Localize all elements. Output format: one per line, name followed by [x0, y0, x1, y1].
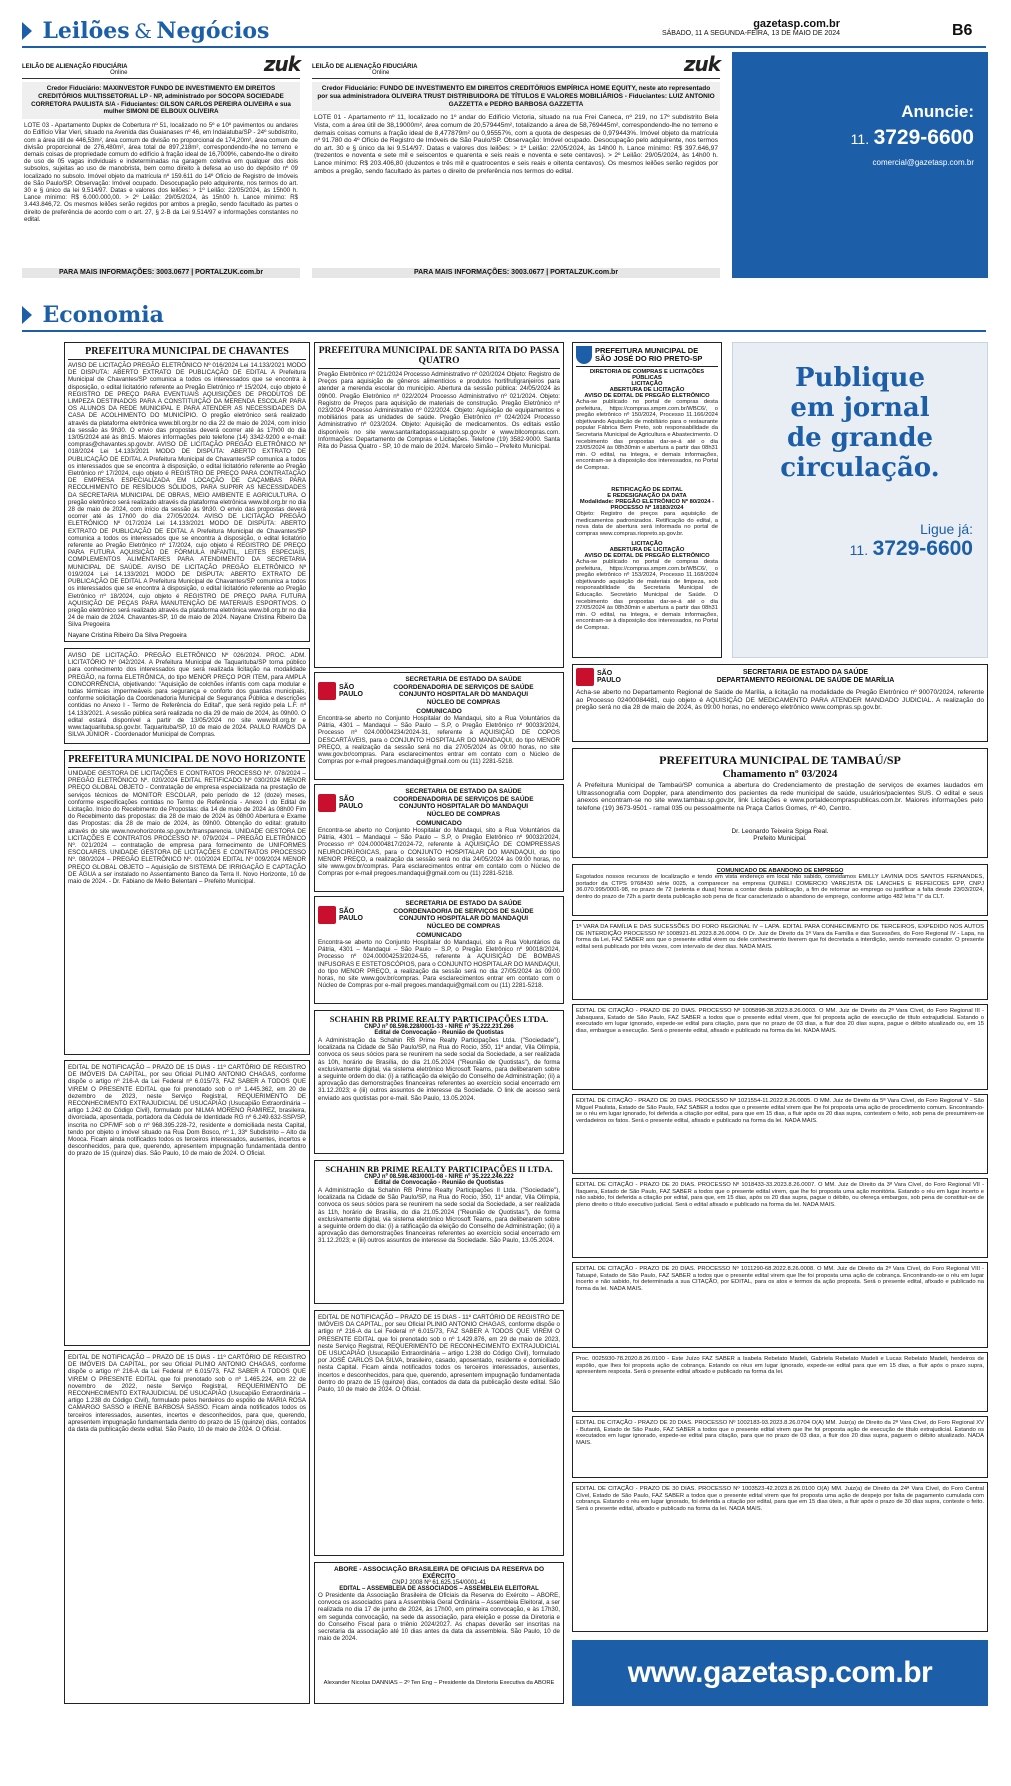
edition-date: SÁBADO, 11 A SEGUNDA-FEIRA, 13 DE MAIO DE 2024: [661, 30, 840, 37]
notice-abore: [314, 1562, 564, 1704]
notice-heading: AVISO DE EDITAL DE PREGÃO ELETRÔNICO: [584, 393, 710, 399]
notice-marilia: [572, 664, 988, 742]
notice-signer-role: Prefeito Municipal.: [753, 835, 807, 842]
notice-subtitle-2: EDITAL – ASSEMBLEIA DE ASSOCIADOS – ASSEMBLEIA ELEITORAL: [339, 1586, 539, 1592]
notice-title: SCHAHIN RB PRIME REALTY PARTICIPAÇÕES II LTDA.: [325, 1164, 553, 1174]
org-line: NÚCLEO DE COMPRAS: [426, 922, 501, 930]
ad-ddd: 11.: [850, 131, 870, 147]
notice-small-9: [572, 1482, 988, 1632]
notice-small-8: [572, 1416, 988, 1478]
org-line: SECRETARIA DE ESTADO DA SAÚDE: [742, 669, 869, 676]
org-line: SECRETARIA DE ESTADO DA SAÚDE: [405, 676, 522, 683]
notice-mandaqui-1: [314, 672, 564, 780]
ad-phone: 3729-6600: [872, 537, 973, 560]
notice-title: PREFEITURA MUNICIPAL DE NOVO HORIZONTE: [68, 754, 306, 768]
section-title: Economia: [42, 302, 164, 328]
notice-body: AVISO DE LICITAÇÃO PREGÃO ELETRÔNICO Nº 016/2024 Lei 14.133/2021 MODO DE DISPUTA: ABERTO EXTRATO DE PUBLICAÇÃO DE EDITAL A Prefeitura Municipal de Chavantes/SP comunica a todos os interessados que se encontra à disposição, o edital licitatório referente ao Pregão Eletrônico nº 15/2024, cujo objeto é REGISTRO DE PREÇO PARA EVENTUAIS AQUISIÇÕES DE PRODUTOS DE LIMPEZA DESTINADOS PARA A CONSTITUIÇÃO DA MERENDA ESCOLAR PARA OS ALUNOS DA REDE MUNICIPAL E PARA ATENDER AS NECESSIDADES DA CASA DE ACOLHIMENTO DO MUNICÍPIO. O pregão eletrônico será realizado através da plataforma eletrônica www.bll.org.br no dia 22 de maio de 2024, com início da sessão às 9h30. O envio das propostas deverá ocorrer até às 17h00 do dia 13/05/2024 até às 8h15. Maiores informações pelo telefone (14) 3342-9200 e e-mail: compras@chavantes.sp.gov.br. AVISO DE LICITAÇÃO PREGÃO ELETRÔNICO Nº 018/2024 Lei 14.133/2021 MODO DE DISPUTA: ABERTO EXTRATO DE PUBLICAÇÃO DE EDITAL A Prefeitura Municipal de Chavantes/SP comunica a todos os interessados que se encontra à disposição, o edital licitatório referente ao Pregão Eletrônico nº 17/2024, cujo objeto é REGISTRO DE PREÇO PARA CONTRATAÇÃO DE EMPRESA ESPECIALIZADA EM LOCAÇÃO DE CAÇAMBAS PARA RECOLHIMENTO DE RESÍDUOS SÓLIDOS, PARA SUPRIR AS NECESSIDADES DA SECRETARIA MUNICIPAL DE OBRAS, MEIO AMBIENTE E AGRICULTURA. O pregão eletrônico será realizado através da plataforma eletrônica www.bll.org.br no dia 28 de maio de 2024, com início da sessão às 9h30. O envio das propostas deverá ocorrer até às 17h00 do dia 27/05/2024. AVISO DE LICITAÇÃO PREGÃO ELETRÔNICO Nº 017/2024 Lei 14.133/2021 MODO DE DISPUTA: ABERTO EXTRATO DE PUBLICAÇÃO DE EDITAL A Prefeitura Municipal de Chavantes/SP comunica a todos os interessados que se encontra à disposição, o edital licitatório referente ao Pregão Eletrônico nº 17/2024, cujo objeto é REGISTRO DE PREÇO PARA FUTURA AQUISIÇÃO DE FÓRMULA INFANTIL, LEITES ESPECIAIS, COMPLEMENTOS ALIMENTARES PARA ATENDIMENTO DA SECRETARIA MUNICIPAL DE SAÚDE. AVISO DE LICITAÇÃO PREGÃO ELETRÔNICO Nº 019/2024 Lei 14.133/2021 MODO DE DISPUTA: ABERTO EXTRATO DE PUBLICAÇÃO DE EDITAL A Prefeitura Municipal de Chavantes/SP comunica a todos os interessados que se encontra à disposição, o edital licitatório referente ao Pregão Eletrônico nº 18/2024, cujo objeto é REGISTRO DE PREÇO PARA FUTURA AQUISIÇÃO DE PEÇAS PARA MANUTENÇÃO DE MATERIAIS ESPORTIVOS. O pregão eletrônico será realizado através da plataforma eletrônica www.bll.org.br no dia 24 de maio de 2024. Chavantes-SP, 10 de maio de 2024. Nayane Cristina Ribeiro Da Silva Pregoeira: [68, 362, 306, 629]
notice-signer: Dr. Leonardo Teixeira Spiga Real.: [731, 828, 829, 835]
notice-body: Acha-se publicado no portal de compras desta prefeitura, https://compras.smpm.com.br/WBC6/, o pregão eletrônico nº 153/2024, Processo 11.168/2024 objetivando aquisição de materiais de limpeza, sob responsabilidade da Secretaria Municipal de Educação. Secretário Municipal de Saúde. O recebimento das propostas dar-se-á até o dia 27/05/2024 às 08h30min e abertura a partir das 08h31 min. O edital, na íntegra, e demais informações, encontram-se à disposição dos interessados, no Portal de Compras.: [576, 559, 718, 631]
notice-title: COMUNICADO DE ABANDONO DE EMPREGO: [716, 868, 844, 874]
economia-rule: [22, 330, 986, 332]
notice-small-1: [572, 864, 988, 916]
notice-body: Proc. 0025930-78.2020.8.26.0100 - Este Juízo FAZ SABER a Isabela Rebelato Madeli, Gabriela Rebelato Madeli e Lucas Rebelato Madeli, herdeiros de espólio, que lhes foi proposta ação de cobrança. Estando os réus em lugar ignorado, expede-se edital para que em 15 dias, a fluir após o prazo supra, apresentem resposta. Será o presente edital afixado e publicado na forma da lei.: [576, 1356, 984, 1376]
org-line: NÚCLEO DE COMPRAS: [426, 698, 501, 706]
sp-flag-icon: [576, 668, 594, 686]
auction-left: [22, 52, 300, 278]
page-number: B6: [952, 22, 973, 39]
notice-title: PREFEITURA MUNICIPAL DE CHAVANTES: [68, 346, 306, 360]
auction-right: [312, 52, 720, 278]
notice-subtitle-2: Edital de Convocação - Reunião de Quotistas: [374, 1030, 504, 1036]
org-line: COORDENADORIA DE SERVIÇOS DE SAÚDE: [393, 795, 534, 803]
notice-heading: ABERTURA DE LICITAÇÃO: [609, 547, 685, 553]
notice-body: Acha-se publicado no portal de compras desta prefeitura, https://compras.smpm.com.br/WBC6/, o pregão eletrônico nº 150/2024, Processo 11.166/2024 objetivando Aquisição de mobiliário para o restaurante popular Fábrica Bem Preto, sob responsabilidade da Secretaria Municipal de Agricultura e Abastecimento. O recebimento das propostas dar-se-á até o dia 23/05/2024 às 08h30min e abertura a partir das 08h31 min. O edital, na íntegra, e demais informações, encontram-se à disposição dos interessados, no Portal de Compras.: [576, 399, 718, 471]
auction-body: LOTE 03 - Apartamento Duplex de Cobertura nº 51, localizado no 5º e 10º pavimentos ou andares do Edifício Vilar Vieri, situado na Avenida das Guaianases nº 46, em Indaiatuba/SP - 24º subdistrito, com a área útil de 446,53m², área comum de divisão no proporcional de 174,20m², área comum de divisão proporcional de 276,480m², área total de 897,218m², correspondendo-lhe no terreno e demais coisas de propriedade comum do edifício à fração ideal de 16,7009%, cabendo-lhe o direito de uso de 05 vagas individuais e indeterminadas na garagem coletiva em qualquer dos dois subsolos, sujeitas ao uso de manobrista, bem como direito à defesa ao uso do depósito nº 09 localizado no subsolo. Imóvel objeto da matrícula nº 159.611 do 14º Ofício de Registro de Imóveis de São Paulo/SP. Observação: Imóvel ocupado. Desocupação pelo adquirente, nos termos do art. 30 e § único da lei 9.514/97. Datas e valores dos leilões: > 1º Leilão: 22/05/2024, às 15h00 h. Lance mínimo: R$ 6.000.000,00. > 2º Leilão: 29/05/2024, às 15h00 h. Lance mínimo: R$ 3.443.846,72. Os mesmos leilões serão regidos por ambos a pregão, sendo facultado às partes o direito de preferência de acordo com o art. 27, § 2-B da Lei 9.514/97 e informações constantes no edital.: [24, 122, 298, 223]
notice-body: A Prefeitura Municipal de Tambaú/SP comunica a abertura do Credenciamento de prestação de serviços de exames laudados em Ultrassonografia com Doppler, para atendimento dos pacientes da rede municipal de saúde, usuários/pacientes SUS. O edital e seus anexos encontram-se no site www.tambau.sp.gov.br, link Licitações e www.portaldecompraspublicas.com.br. Maiores informações pelo telefone (19) 3673-9501 - ramal 035 ou pessoalmente na Praça Carlos Gomes, nº 40, Centro.: [577, 782, 983, 812]
ad-line: Publique: [794, 363, 925, 393]
notice-small-6: [572, 1262, 988, 1348]
section-amp: &: [134, 19, 152, 43]
footer-banner[interactable]: [572, 1640, 988, 1706]
notice-small-5: [572, 1178, 988, 1258]
notice-title: PREFEITURA MUNICIPAL DE SANTA RITA DO PASSA QUATRO: [318, 346, 560, 369]
ad-email[interactable]: comercial@gazetasp.com.br: [872, 158, 974, 167]
notice-signer: Nayane Cristina Ribeiro Da Silva Pregoeira: [68, 632, 187, 639]
chevron-right-icon: [22, 306, 32, 324]
notice-body: Encontra-se aberto no Conjunto Hospitalar do Mandaqui, sito a Rua Voluntários da Pátria, 4301 – Mandaqui – São Paulo – S.P, o Pregão Eletrônico nº 90033/2024, Processo nº 024.00004234/2024-31, referente à AQUISIÇÃO DE COPOS DESCARTÁVEIS, para o CONJUNTO HOSPITALAR DO MANDAQUI, do tipo MENOR PREÇO, a realização da sessão será no dia 27/05/2024 às 09:00 horas, no site www.gov.br/compras. Para esclarecimentos entrar em contato com o Núcleo de Compras por e-mail pregoes.mandaqui@gmail.com ou (11) 2281-5218.: [318, 715, 560, 766]
sao-paulo-logo: SÃO PAULO: [318, 682, 363, 700]
notice-body: EDITAL DE NOTIFICAÇÃO – PRAZO DE 15 DIAS - 11º CARTÓRIO DE REGISTRO DE IMÓVEIS DA CAPITAL, por seu Oficial PLINIO ANTONIO CHAGAS, conforme dispõe o artigo nº 216-A da Lei Federal nº 6.015/73, FAZ SABER A TODOS QUE VIREM O PRESENTE EDITAL que foi prenotado sob o nº 1.465.224, em 22 de novembro de 2022, neste Serviço Registral, REQUERIMENTO DE RECONHECIMENTO EXTRAJUDICIAL DE USUCAPIÃO (Usucapião Extraordinária – artigo 1.238 do Código Civil), formulado pelos herdeiros do espólio de MARIA ROSA CAMARGO SASSO e IRENE BARBOSA SASSO. Ficam ainda notificados todos os terceiros interessados, ausentes, incertos e desconhecidos, para que, querendo, apresentem impugnação fundamentada dentro do prazo de 15 (quinze) dias, contados da data da publicação deste edital. São Paulo, 10 de maio de 2024. O Oficial.: [68, 1354, 306, 1434]
org-line: CONJUNTO HOSPITALAR DO MANDAQUI: [398, 915, 529, 922]
sao-paulo-logo: SÃO PAULO: [576, 668, 621, 686]
auction-label-sub: Online: [110, 70, 128, 76]
notice-body: EDITAL DE CITAÇÃO - PRAZO DE 20 DIAS. PROCESSO Nº 1002183-93.2023.8.26.0704 O(A) MM. Juiz(a) de Direito da 2ª Vara Cível, do Foro Regional XV - Butantã, Estado de São Paulo, FAZ SABER a todos que o presente edital virem que lhe foi proposta ação de execução de título extrajudicial. Estando os executados em lugar ignorado, expede-se edital para citação, para que no prazo de 03 dias, a fluir dos 20 dias supra, paguem o débito atualizado. NADA MAIS.: [576, 1420, 984, 1446]
auction-body: LOTE 01 - Apartamento nº 11, localizado no 1º andar do Edifício Victoria, situado na rua Frei Caneca, nº 219, no 17º subdistrito Bela Vista, com a área útil de 38,19000m², área comum de 20,579445m², totalizando a área de 58,769445m², correspondendo-lhe no terreno e demais coisas comuns a fração ideal de 8,477879m² ou 0,95557%, com a quota de despesas de 0,979443%. Imóvel objeto da matrícula nº 91.780 do 4º Ofício de Registro de Imóveis de São Paulo/SP. Observação: Imóvel ocupado. Desocupação pelo adquirente, nos termos do art. 30 e § único da lei 9.514/97. Datas e valores dos leilões: > 1º Leilão: 22/05/2024, às 14h00 h. Lance mínimo: R$ 397.646,97 (trezentos e noventa e sete mil e seiscentos e quarenta e seis reais e noventa e sete centavos). > 2º Leilão: 29/05/2024, às 14h00 h. Lance mínimo: R$ 203.406,80 (duzentos e três mil e quatrocentos e seis reais e oitenta centavos). Os mesmos leilões serão regidos por ambos a pregão, sendo facultado às partes o direito de preferência nos termos do edital.: [314, 114, 718, 175]
auction-label-sub: Online: [372, 70, 390, 76]
notice-heading: COMUNICADO: [416, 932, 462, 939]
notice-body: Esgotados nossos recursos de localização e tendo em vista endereço em local não sabido, convidamos EMILLY LAVINIA DOS SANTOS FERNANDES, portador da CTPS 9768430 série 0025, a comparecer na empresa QUINELI COMERCIO VAREJISTA DE LANCHES E REFEICOES EPP, CNPJ 36.070.995/0001-98, no prazo de 72 (setenta e duas) horas a contar desta publicação, a fim de retornar ao emprego ou justificar a falta desde 23/03/2024, dentro do prazo de 72h a partir desta publicação sob pena de ficar caracterizado o abandono de emprego, conforme artigo 482 letra "I" da CLT.: [576, 874, 984, 900]
notice-heading: RETIFICAÇÃO DE EDITAL: [611, 487, 683, 493]
ad-phone: 3729-6600: [873, 126, 974, 149]
notice-heading: ABERTURA DE LICITAÇÃO: [609, 387, 685, 393]
notice-heading: LICITAÇÃO: [631, 541, 663, 547]
section-title-a: Leilões: [42, 18, 130, 44]
notice-body: EDITAL DE NOTIFICAÇÃO – PRAZO DE 15 DIAS - 11º CARTÓRIO DE REGISTRO DE IMÓVEIS DA CAPITAL, por seu Oficial PLINIO ANTONIO CHAGAS, conforme dispõe o artigo nº 216-A da Lei Federal nº 6.015/73, FAZ SABER A TODOS QUE VIREM O PRESENTE EDITAL que foi prenotado sob o nº 1.429.876, em 29 de maio de 2023, neste Serviço Registral, REQUERIMENTO DE RECONHECIMENTO EXTRAJUDICIAL DE USUCAPIÃO (Usucapião Extraordinária – artigo 1.238 do Código Civil), formulado por JOSÉ CARLOS DA SILVA, brasileiro, casado, aposentado, residente e domiciliado nesta Capital. Ficam ainda notificados todos os terceiros interessados, ausentes, incertos e desconhecidos, para que, querendo, apresentem impugnação fundamentada dentro do prazo de 15 (quinze) dias, contados da data da publicação deste edital. São Paulo, 10 de maio de 2024. O Oficial.: [318, 1314, 560, 1394]
sp-flag-icon: [318, 906, 336, 924]
org-line: CONJUNTO HOSPITALAR DO MANDAQUI: [398, 803, 529, 810]
notice-body: Pregão Eletrônico nº 021/2024 Processo Administrativo nº 020/2024 Objeto: Registro de Preços para aquisição de gêneros alimentícios e produtos hortifrutigranjeiros para atender a merenda escolar do município. Abertura da sessão pública: 24/05/2024 às 09h00. Pregão Eletrônico nº 022/2024 Processo Administrativo nº 021/2024. Objeto: Registro de Preços para aquisição de materiais de construção. Pregão Eletrônico nº 023/2024 Processo Administrativo nº 022/2024. Objeto: Aquisição de equipamentos e mobiliários para as unidades de saúde. Pregão Eletrônico nº 024/2024 Processo Administrativo nº 023/2024. Objeto: Aquisição de medicamentos. Os editais estão disponíveis no site www.santaritadopassaquatro.sp.gov.br e www.bllcompras.com. Informações: Departamento de Compras e Licitações. Telefone (19) 3582-9000. Santa Rita do Passa Quatro - SP, 10 de maio de 2024. Marcelo Simão – Prefeito Municipal.: [318, 371, 560, 451]
org-line: NÚCLEO DE COMPRAS: [426, 810, 501, 818]
site-name[interactable]: gazetasp.com.br: [753, 18, 840, 30]
notice-novo-horizonte: [64, 750, 310, 1055]
notice-santa-rita: [314, 342, 564, 668]
notice-body: Acha-se aberto no Departamento Regional de Saúde de Marília, a licitação na modalidade de Pregão Eletrônico nº 90070/2024, referente ao Processo 02400084481, cujo objeto é AQUISIÇÃO DE MEDICAMENTO PARA ATENDER MANDADO JUDICIAL. A realização do pregão será no dia 28 de maio de 2024, às 09:00 horas, no endereço eletrônico www.compras.sp.gov.br.: [576, 689, 984, 712]
notice-subtitle-2: Edital de Convocação - Reunião de Quotistas: [374, 1180, 504, 1186]
ad-ddd: 11.: [849, 542, 869, 558]
notice-sao-jose-rio-preto: [572, 342, 722, 658]
sao-paulo-logo: SÃO PAULO: [318, 906, 363, 924]
notice-body: UNIDADE GESTORA DE LICITAÇÕES E CONTRATOS PROCESSO Nº. 078/2024 – PREGÃO ELETRÔNICO Nº. 020/2024 EDITAL RETIFICADO Nº 030/2024 MENOR PREÇO GLOBAL OBJETO - Contratação de empresa especializada na prestação de serviços técnicos de MONITOR ESCOLAR, pelo período de 12 (doze) meses, conforme especificações contidas no Termo de Referência - Anexo I do Edital de Licitação. Início do Recebimento de Propostas: dia 14 de maio de 2024 às 08h00 Fim do Recebimento das propostas: dia 28 de maio de 2024 às 08h00 Abertura e Exame das Propostas: dia 28 de maio de 2024, às 09h00. Obtenção do edital: gratuito através do site www.novohorizonte.sp.gov.br/transparencia. UNIDADE GESTORA DE LICITAÇÕES E CONTRATOS PROCESSO Nº. 079/2024 – PREGÃO ELETRÔNICO Nº. 021/2024 – contratação de empresa para fornecimento de UNIFORMES ESCOLARES. UNIDADE GESTORA DE LICITAÇÕES E CONTRATOS PROCESSO Nº. 080/2024 – PREGÃO ELETRÔNICO Nº. 010/2024 EDITAL Nº 009/2024 MENOR PREÇO GLOBAL OBJETO – Aquisição de SISTEMA DE IRRIGAÇÃO E CAPTAÇÃO DE ÁGUA a ser instalado no Assentamento Banco da Terra II. Novo Horizonte, 10 de maio de 2024. - Dr. Fabiano de Mello Belentani – Prefeito Municipal.: [68, 770, 306, 886]
notice-title: SCHAHIN RB PRIME REALTY PARTICIPAÇÕES LTDA.: [329, 1014, 549, 1024]
notice-body: EDITAL DE CITAÇÃO - PRAZO DE 20 DIAS. PROCESSO Nº 1005898-38.2023.8.26.0003. O MM. Juiz de Direito da 2ª Vara Cível, do Foro Regional III - Jabaquara, Estado de São Paulo, FAZ SABER a todos que o presente edital virem, que foi proposta ação de execução de título extrajudicial. Estando o executado em lugar ignorado, expede-se edital para citação, para que no prazo de 03 dias, a fluir dos 20 dias supra, pague o débito atualizado ou, em 15 dias, embargue a execução. Será o presente edital, afixado e publicado na forma da lei. NADA MAIS.: [576, 1008, 984, 1034]
notice-heading: LICITAÇÃO: [631, 381, 663, 387]
notice-subtitle: DIRETORIA DE COMPRAS E LICITAÇÕES PÚBLICAS: [589, 369, 705, 381]
zuk-logo: zuk: [263, 52, 300, 76]
ad-publique[interactable]: [732, 342, 988, 658]
ad-title: Anuncie:: [901, 102, 974, 121]
org-line: COORDENADORIA DE SERVIÇOS DE SAÚDE: [393, 683, 534, 691]
notice-body: EDITAL DE CITAÇÃO - PRAZO DE 20 DIAS. PROCESSO Nº 1021554-11.2022.8.26.0005. O MM. Juiz de Direito da 5ª Vara Cível, do Foro Regional V - São Miguel Paulista, Estado de São Paulo, FAZ SABER a todos que o presente edital virem que lhe foi proposta uma ação de procedimento comum. Encontrando-se o réu em lugar ignorado, foi deferida a citação por edital, para que em 15 dias, a fluir após os 20 dias supra, contestem o feito, sob pena de presumirem-se verdadeiros os fatos. Será o presente edital, afixado e publicado na forma da lei. NADA MAIS.: [576, 1098, 984, 1124]
notice-title-2: SÃO JOSÉ DO RIO PRETO-SP: [595, 354, 703, 363]
ad-line: circulação.: [780, 453, 940, 483]
ad-phone-line: [746, 126, 974, 150]
ad-line: de grande: [786, 423, 934, 453]
ad-phone-line: [747, 537, 973, 561]
notice-small-4: [572, 1094, 988, 1174]
org-line: SECRETARIA DE ESTADO DA SAÚDE: [405, 788, 522, 795]
notice-body: Objeto: Registro de preços para aquisição de medicamentos padronizados. Retificação do edital, a nova data de abertura será informada no portal de compras www.compras.riopreto.sp.gov.br.: [576, 511, 718, 537]
notice-body: AVISO DE LICITAÇÃO. PREGÃO ELETRÔNICO Nº 026/2024. PROC. ADM. LICITATÓRIO Nº 042/2024. A Prefeitura Municipal de Taquarituba/SP torna público para conhecimento dos interessados que será realizada licitação na modalidade PREGÃO, na forma ELETRÔNICA, do tipo MENOR PREÇO POR ITEM, para AMPLA CONCORRÊNCIA, objetivando: "Aquisição de colchões infantis com capa modular e tudas térmicas impermeáveis para segurança e conforto dos guardas municipais, conforme solicitação da Coordenadoria Municipal de Segurança Pública e descrições contidas no Anexo I - Termo de Referência do Edital", que será regido pela L.F. nº 14.133/2021. A sessão pública será realizada no dia 29 de maio de 2024, às 09h00. O edital estará disponível a partir de 13/05/2024 no site www.bll.org.br e www.taquarituba.sp.gov.br. Taquarituba/SP, 10 de maio de 2024. PAULO RAMOS DA SILVA JÚNIOR - Coordenador Municipal de Compras.: [68, 652, 306, 739]
org-line: CONJUNTO HOSPITALAR DO MANDAQUI: [398, 691, 529, 698]
zuk-logo: zuk: [683, 52, 720, 76]
sp-flag-icon: [318, 794, 336, 812]
notice-subtitle: CNPJ nº 08.598.228/0001-33 - NIRE nº 35.222.231.266: [364, 1024, 514, 1030]
notice-taquarituba: [64, 648, 310, 744]
notice-subtitle: CNPJ 2008 Nº 61.625.154/0001-41: [391, 1580, 487, 1586]
notice-body: EDITAL DE NOTIFICAÇÃO – PRAZO DE 15 DIAS - 11º CARTÓRIO DE REGISTRO DE IMÓVEIS DA CAPITAL, por seu Oficial PLINIO ANTONIO CHAGAS, conforme dispõe o artigo nº 216-A da Lei Federal nº 6.015/73, FAZ SABER A TODOS QUE VIREM O PRESENTE EDITAL que foi prenotado sob o nº 1.445.362, em 20 de dezembro de 2023, neste Serviço Registral, REQUERIMENTO DE RECONHECIMENTO EXTRAJUDICIAL DE USUCAPIÃO (Usucapião Extraordinária – artigo 1.242 do Código Civil), formulado por NILMA MORENO RAMIREZ, brasileira, divorciada, aposentada, portadora da Cédula de Identidade RG nº 6.249.632-SSP/SP, inscrita no CPF/MF sob o nº 968.395.228-72, residente e domiciliada nesta Capital, tendo por objeto o imóvel situado na Rua Dom Bosco, nº 1, 33º Subdistrito – Alto da Mooca. Ficam ainda notificados todos os terceiros interessados, ausentes, incertos e desconhecidos, para que, querendo, apresentem impugnação fundamentada dentro do prazo de 15 (quinze) dias. São Paulo, 10 de maio de 2024. O Oficial.: [68, 1064, 306, 1158]
notice-schahin-2: [314, 1160, 564, 1304]
notice-tambau: [572, 748, 988, 858]
notice-edital-left-1: [64, 1060, 310, 1346]
notice-body: A Administração da Schahin RB Prime Realty Participações II Ltda. ("Sociedade"), localizada na Cidade de São Paulo/SP, na Rua do Rocio, 350, 11º andar, Vila Olímpia, convoca os seus sócios para se reunirem na sede social da Sociedade, a ser realizada às 11h, horário de Brasília, do dia 21.05.2024 ("Reunião de Quotistas"), de forma exclusivamente digital, via sistema eletrônico Microsoft Teams, para deliberarem sobre a seguinte ordem do dia: (i) a ratificação da eleição do Conselho de Administração; (ii) a aprovação das demonstrações financeiras referentes ao exercício social encerrado em 31.12.2023; e (iii) outros assuntos de interesse da Sociedade. São Paulo, 13.05.2024.: [318, 1187, 560, 1245]
footer-url[interactable]: www.gazetasp.com.br: [627, 1656, 933, 1689]
notice-heading: E REDESIGNAÇÃO DA DATA: [607, 493, 687, 499]
ad-anuncie[interactable]: [732, 52, 988, 278]
section-title-b: Negócios: [156, 18, 270, 44]
auction-footer[interactable]: PARA MAIS INFORMAÇÕES: 3003.0677 | PORTALZUK.com.br: [312, 268, 720, 278]
notice-title: ABORE - ASSOCIAÇÃO BRASILEIRA DE OFICIAIS DA RESERVA DO EXÉRCITO: [333, 1566, 545, 1580]
notice-small-7: [572, 1352, 988, 1412]
notice-body: Encontra-se aberto no Conjunto Hospitalar do Mandaqui, sito a Rua Voluntários da Pátria, 4301 – Mandaqui – São Paulo – S.P, o Pregão Eletrônico nº 90032/2024, Processo nº 024.00004817/2024-72, referente à AQUISIÇÃO DE COMPRESSAS NEUROCIRÚRGICAS, para o CONJUNTO HOSPITALAR DO MANDAQUI, do tipo MENOR PREÇO, a realização da sessão será no dia 24/05/2024 às 09:00 horas, no site www.gov.br/compras. Para esclarecimentos entrar em contato com o Núcleo de Compras por e-mail pregoes.mandaqui@gmail.com ou (11) 2281-5218.: [318, 827, 560, 878]
notice-heading: AVISO DE EDITAL DE PREGÃO ELETRÔNICO: [584, 553, 710, 559]
notice-body: 1ª VARA DA FAMÍLIA E DAS SUCESSÕES DO FORO REGIONAL IV – LAPA. EDITAL PARA CONHECIMENTO DE TERCEIROS, EXPEDIDO NOS AUTOS DE INTERDIÇÃO PROCESSO Nº 1008921-81.2023.8.26.0004. O Dr. Juiz de Direito da 1ª Vara da Família e das Sucessões, do Foro Regional IV - Lapa, na forma da Lei, FAZ SABER aos que o presente edital virem ou dele conhecimento tiverem que foi decretada a interdição, sendo nomeado curador. O presente edital será publicado por três vezes, com intervalo de dez dias. NADA MAIS.: [576, 924, 984, 950]
auction-footer[interactable]: PARA MAIS INFORMAÇÕES: 3003.0677 | PORTALZUK.com.br: [22, 268, 300, 278]
notice-subtitle: Chamamento nº 03/2024: [722, 768, 838, 780]
org-line: COORDENADORIA DE SERVIÇOS DE SAÚDE: [393, 907, 534, 915]
notice-schahin-1: [314, 1010, 564, 1154]
city-crest-icon: [576, 346, 592, 364]
notice-body: EDITAL DE CITAÇÃO - PRAZO DE 20 DIAS. PROCESSO Nº 1011290-68.2022.8.26.0008. O MM. Juiz de Direito da 2ª Vara Cível, do Foro Regional VIII - Tatuapé, Estado de São Paulo, FAZ SABER a todos que o presente edital virem que lhe foi proposta uma ação de cobrança. Encontrando-se o réu em lugar incerto e não sabido, foi determinada a sua CITAÇÃO, por EDITAL, para os atos e termos da ação proposta. Será o presente edital, afixado e publicado na forma da lei. NADA MAIS.: [576, 1266, 984, 1292]
notice-body: EDITAL DE CITAÇÃO - PRAZO DE 20 DIAS. PROCESSO Nº 1018433-33.2023.8.26.0007. O MM. Juiz de Direito da 3ª Vara Cível, do Foro Regional VII - Itaquera, Estado de São Paulo, FAZ SABER a todos que o presente edital virem, que lhe foi proposta uma ação monitória. Estando o réu em lugar incerto e não sabido, foi deferida a citação por edital, para que, em 15 dias, após os 20 dias supra, pague o débito, ou ofereça embargos, sob pena de constituir-se de pleno direito o título executivo judicial. Será o edital afixado e publicado na forma da lei. NADA MAIS.: [576, 1182, 984, 1208]
notice-mandaqui-3: [314, 896, 564, 1004]
notice-body: A Administração da Schahin RB Prime Realty Participações Ltda. ("Sociedade"), localizada na Cidade de São Paulo/SP, na Rua do Rocio, 350, 11º andar, Vila Olímpia, convoca os seus sócios para se reunirem na sede social da Sociedade, a ser realizada às 10h, horário de Brasília, do dia 21.05.2024 ("Reunião de Quotistas"), de forma exclusivamente digital, via sistema eletrônico Microsoft Teams, para deliberarem sobre a seguinte ordem do dia: (i) a ratificação da eleição do Conselho de Administração; (ii) a aprovação das demonstrações financeiras referentes ao exercício social encerrado em 31.12.2023; e (iii) outros assuntos de interesse da Sociedade. O link de acesso será enviado aos quotistas por e-mail. São Paulo, 13.05.2024.: [318, 1037, 560, 1102]
notice-mandaqui-2: [314, 784, 564, 892]
auction-headline: Credor Fiduciário: FUNDO DE INVESTIMENTO EM DIREITOS CREDITÓRIOS EMPÍRICA HOME EQUITY, neste ato representado por sua administradora OLIVEIRA TRUST DISTRIBUIDORA DE TÍTULOS E VALORES MOBILIÁRIOS - Fiduciantes: LUIZ ANTONIO GAZZETTA e PEDRO BARBOSA GAZZETTA: [312, 82, 720, 111]
notice-title: PREFEITURA MUNICIPAL DE TAMBAÚ/SP: [659, 753, 901, 767]
notice-heading: Modalidade: PREGÃO ELETRÔNICO Nº 80/2024 - PROCESSO Nº 18183/2024: [579, 499, 715, 511]
org-line: DEPARTAMENTO REGIONAL DE SAÚDE DE MARÍLIA: [716, 677, 895, 684]
auction-label: LEILÃO DE ALIENAÇÃO FIDUCIÁRIA: [22, 64, 128, 70]
section-header-economia: [22, 302, 422, 328]
notice-small-2: [572, 920, 988, 1000]
sao-paulo-logo: SÃO PAULO: [318, 794, 363, 812]
notice-signer: Alexander Nicolas DANNIAS – 2º Ten Eng – Presidente da Diretoria Executiva da ABORE: [323, 1680, 555, 1686]
chevron-right-icon: [22, 22, 32, 40]
ad-cta: Ligue já:: [920, 521, 973, 537]
header-rule: [22, 46, 986, 48]
auction-headline: Credor Fiduciário: MAXINVESTOR FUNDO DE INVESTIMENTO EM DIREITOS CREDITÓRIOS MULTISSETORIAL LP - NP, administrado por SOCOPA SOCIEDADE CORRETORA PAULISTA S/A - Fiduciantes: GILSON CARLOS PEREIRA OLIVEIRA e sua mulher SIMONI DE ELBOUX OLIVEIRA: [22, 82, 300, 119]
notice-heading: COMUNICADO: [416, 708, 462, 715]
notice-heading: COMUNICADO: [416, 820, 462, 827]
notice-body: O Presidente da Associação Brasileira de Oficiais da Reserva do Exército – ABORE, convoca os associados para a Assembleia Geral Ordinária – Assembleia Eleitoral, a ser realizada no dia 17 de junho de 2024, às 17h00, em primeira convocação, e às 17h30, em segunda convocação, na sede da associação, para eleição e posse da Diretoria e do Conselho Fiscal para o triênio 2024/2027. As chapas deverão ser inscritas na secretaria da associação até 10 dias antes da data da assembleia. São Paulo, 10 de maio de 2024.: [318, 1592, 560, 1643]
notice-body: Encontra-se aberto no Conjunto Hospitalar do Mandaqui, sito a Rua Voluntários da Pátria, 4301 – Mandaqui – São Paulo – S.P, o Pregão Eletrônico nº 90018/2024, Processo nº 024.00004253/2024-55, referente à AQUISIÇÃO DE BOMBAS INFUSORAS E ESTETOSCÓPIOS, para o CONJUNTO HOSPITALAR DO MANDAQUI, do tipo MENOR PREÇO, a realização da sessão será no dia 27/05/2024 às 09:00 horas, no site www.gov.br/compras. Para esclarecimentos entrar em contato com o Núcleo de Compras por e-mail pregoes.mandaqui@gmail.com ou (11) 2281-5218.: [318, 939, 560, 990]
ad-line: em jornal: [790, 393, 930, 423]
org-line: SECRETARIA DE ESTADO DA SAÚDE: [405, 900, 522, 907]
notice-chavantes: [64, 342, 310, 642]
notice-edital-mid: [314, 1310, 564, 1556]
masthead-right: [640, 18, 840, 37]
notice-subtitle: CNPJ nº 08.598.483/0001-08 - NIRE nº 35.222.246.222: [364, 1174, 514, 1180]
notice-title: PREFEITURA MUNICIPAL DE: [595, 346, 699, 355]
notice-small-3: [572, 1004, 988, 1090]
sp-flag-icon: [318, 682, 336, 700]
notice-body: EDITAL DE CITAÇÃO - PRAZO DE 30 DIAS. PROCESSO Nº 1003523-42.2023.8.26.0100 O(A) MM. Juiz(a) de Direito da 24ª Vara Cível, do Foro Central Cível, Estado de São Paulo, FAZ SABER a todos que o presente edital virem que foi proposta uma ação de despejo por falta de pagamento cumulada com cobrança. Estando o réu em lugar ignorado, foi deferida a citação por edital, para que em 15 dias úteis, a fluir após o prazo de 30 dias supra, conteste o feito. Será o presente edital, afixado e publicado na forma da lei. NADA MAIS.: [576, 1486, 984, 1512]
auction-label: LEILÃO DE ALIENAÇÃO FIDUCIÁRIA: [312, 64, 418, 70]
notice-edital-left-2: [64, 1350, 310, 1704]
